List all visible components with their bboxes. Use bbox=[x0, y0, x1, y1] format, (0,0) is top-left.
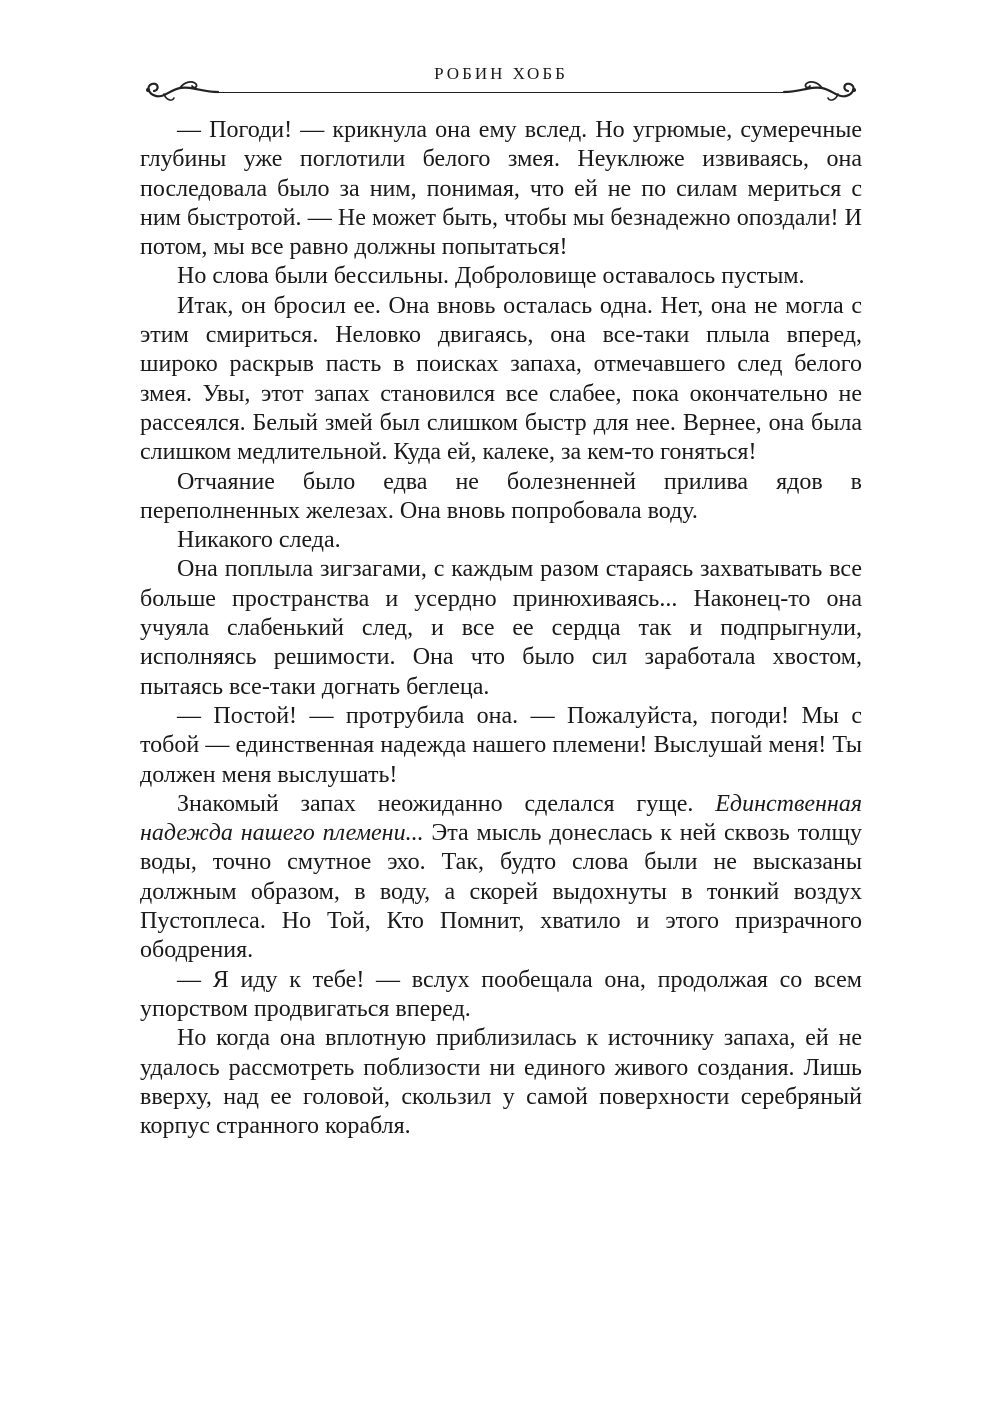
paragraph-text: Эта мысль донеслась к ней сквозь толщу воды, точно смутное эхо. Так, будто слова были не высказаны должным образом, в воду, а скорей выдохнуты в тонкий воздух Пустоплеса. Но Той, Кто Помнит, хватило и этого призрачного ободрения. bbox=[140, 820, 863, 964]
paragraph-text: — Я иду к тебе! — вслух пообещала она, продолжая со всем упорством продвигаться вперед. bbox=[140, 966, 862, 1022]
paragraph bbox=[140, 790, 862, 966]
paragraph bbox=[140, 468, 862, 527]
paragraph bbox=[140, 555, 862, 701]
paragraph bbox=[140, 262, 862, 291]
paragraph-text: — Погоди! — крикнула она ему вслед. Но угрюмые, сумеречные глубины уже поглотили белого змея. Неуклюже извиваясь, она последовала было за ним, понимая, что ей не по силам мериться с ним быстротой. — Не может быть, чтобы мы безнадежно опоздали! И потом, мы все равно должны попытаться! bbox=[140, 117, 862, 261]
running-header bbox=[140, 58, 862, 108]
paragraph-text: Она поплыла зигзагами, с каждым разом стараясь захватывать все больше пространства и усердно принюхиваясь... Наконец-то она учуяла слабенький след, и все ее сердца так и подпрыгнули, исполняясь решимости. Она что было сил заработала хвостом, пытаясь все-таки догнать беглеца. bbox=[140, 556, 862, 700]
paragraph-text: Итак, он бросил ее. Она вновь осталась одна. Нет, она не могла с этим смириться. Неловко двигаясь, она все-таки плыла вперед, широко раскрыв пасть в поисках запаха, отмечавшего след белого змея. Увы, этот запах становился все слабее, пока окончательно не рассеялся. Белый змей был слишком быстр для нее. Вернее, она была слишком медлительной. Куда ей, калеке, за кем-то гоняться! bbox=[140, 292, 862, 466]
paragraph bbox=[140, 702, 862, 790]
body-text bbox=[140, 116, 862, 1141]
paragraph-text: Но слова были бессильны. Доброловище оставалось пустым. bbox=[177, 263, 805, 290]
paragraph-text: Отчаяние было едва не болезненней прилива ядов в переполненных железах. Она вновь попробовала воду. bbox=[140, 468, 862, 524]
paragraph-text: Знакомый запах неожиданно сделался гуще. bbox=[177, 790, 716, 817]
header-rule bbox=[215, 92, 787, 93]
paragraph-text: Но когда она вплотную приблизилась к источнику запаха, ей не удалось рассмотреть поблизости ни единого живого создания. Лишь вверху, над ее головой, скользил у самой поверхности серебряный корпус странного корабля. bbox=[140, 1025, 862, 1140]
paragraph bbox=[140, 1024, 862, 1141]
paragraph bbox=[140, 526, 862, 555]
paragraph-text: Никакого следа. bbox=[177, 527, 341, 554]
paragraph bbox=[140, 116, 862, 262]
italic-text: Единственная надежда нашего племени... bbox=[140, 790, 862, 847]
ornament-flourish-icon bbox=[782, 74, 862, 108]
paragraph bbox=[140, 966, 862, 1025]
running-title: РОБИН ХОББ bbox=[434, 64, 568, 83]
paragraph-text: — Постой! — протрубила она. — Пожалуйста, погоди! Мы с тобой — единственная надежда нашего племени! Выслушай меня! Ты должен меня выслушать! bbox=[140, 702, 862, 788]
paragraph bbox=[140, 292, 862, 468]
